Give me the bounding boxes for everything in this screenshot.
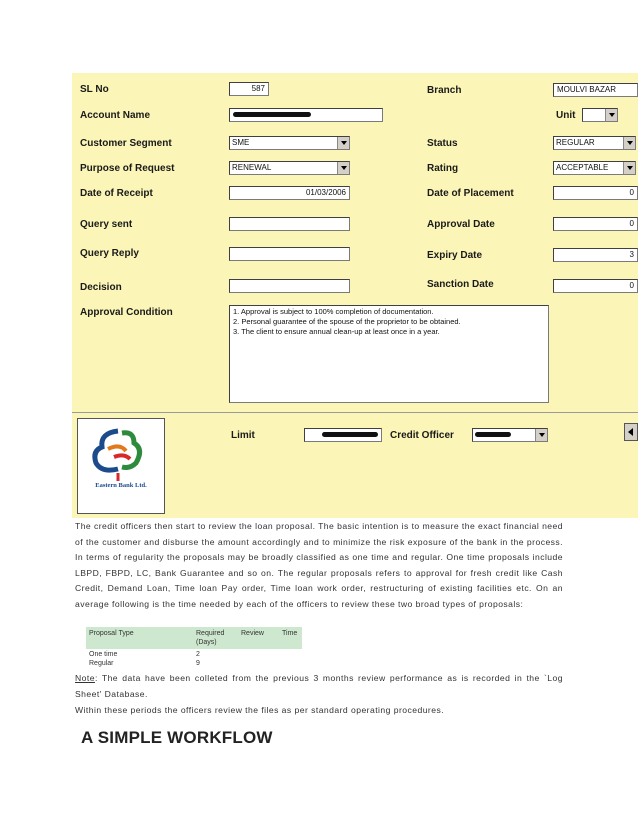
credit-officer-select[interactable] bbox=[472, 428, 548, 442]
section-heading: A SIMPLE WORKFLOW bbox=[81, 728, 273, 747]
chevron-down-icon[interactable] bbox=[623, 162, 635, 174]
decision-field[interactable] bbox=[229, 279, 350, 293]
purpose-select[interactable] bbox=[229, 161, 350, 175]
query-sent-field[interactable] bbox=[229, 217, 350, 231]
table-header-proposal-type: Proposal Type bbox=[89, 630, 134, 637]
note-text: : The data have been colleted from the previous 3 months review performance as is recorded in the `Log Sheet' Database. bbox=[75, 673, 563, 699]
expiry-date-label: Expiry Date bbox=[427, 250, 483, 261]
branch-field[interactable]: MOULVI BAZAR bbox=[553, 83, 638, 97]
table-cell-type: One time bbox=[89, 651, 118, 658]
sl-no-label: SL No bbox=[80, 84, 109, 95]
bank-logo-text: Eastern Bank Ltd. bbox=[95, 482, 147, 489]
chevron-down-icon[interactable] bbox=[623, 137, 635, 149]
redacted-credit-officer bbox=[475, 432, 511, 437]
eastern-bank-logo-icon bbox=[78, 423, 164, 485]
chevron-down-icon[interactable] bbox=[535, 429, 547, 441]
previous-record-button[interactable] bbox=[624, 423, 638, 441]
chevron-down-icon[interactable] bbox=[337, 162, 349, 174]
unit-select[interactable] bbox=[582, 108, 618, 122]
purpose-value: RENEWAL bbox=[232, 163, 272, 172]
limit-label: Limit bbox=[231, 430, 255, 441]
note-second-line: Within these periods the officers review the files as per standard operating procedures. bbox=[75, 705, 445, 715]
table-cell-type: Regular bbox=[89, 660, 114, 667]
query-reply-label: Query Reply bbox=[80, 248, 139, 259]
date-of-receipt-label: Date of Receipt bbox=[80, 188, 153, 199]
approval-date-label: Approval Date bbox=[427, 219, 495, 230]
customer-segment-value: SME bbox=[232, 138, 250, 147]
rating-label: Rating bbox=[427, 163, 459, 174]
date-of-placement-label: Date of Placement bbox=[427, 188, 514, 199]
query-reply-field[interactable] bbox=[229, 247, 350, 261]
account-name-field[interactable] bbox=[229, 108, 383, 122]
status-value: REGULAR bbox=[556, 138, 595, 147]
redacted-account-name bbox=[233, 112, 311, 117]
review-time-table bbox=[86, 627, 306, 667]
status-select[interactable] bbox=[553, 136, 636, 150]
credit-officer-label: Credit Officer bbox=[390, 430, 454, 441]
unit-label: Unit bbox=[556, 110, 576, 121]
customer-segment-label: Customer Segment bbox=[80, 138, 172, 149]
approval-condition-textarea[interactable] bbox=[229, 305, 549, 403]
condition-line: 1. Approval is subject to 100% completion of documentation. bbox=[233, 307, 434, 316]
body-paragraph: The credit officers then start to review the loan proposal. The basic intention is to measure the exact financial need of the customer and disburse the amount accordingly and to minimize the risk exposure of the bank in the process. In terms of regularity the proposals may be broadly classified as one time and regular. One time proposals include LBPD, FBPD, LC, Bank Guarantee and so on. The regular proposals refers to approval for fresh credit like Cash Credit, Demand Loan, Time loan Pay order, Time loan work order, restructuring of existing facilities etc. On an average following is the time needed by each of the officers to review these two broad types of proposals: bbox=[75, 521, 563, 609]
decision-label: Decision bbox=[80, 282, 122, 293]
chevron-down-icon[interactable] bbox=[605, 109, 617, 121]
rating-value: ACCEPTABLE bbox=[556, 163, 609, 172]
status-label: Status bbox=[427, 138, 458, 149]
query-sent-label: Query sent bbox=[80, 219, 133, 230]
table-header-days: (Days) bbox=[196, 639, 217, 646]
approval-condition-label: Approval Condition bbox=[80, 307, 173, 318]
sanction-date-label: Sanction Date bbox=[427, 279, 494, 290]
sl-no-field[interactable]: 587 bbox=[229, 82, 269, 96]
table-header-time: Time bbox=[282, 630, 298, 637]
bank-logo bbox=[77, 418, 165, 514]
table-cell-days: 2 bbox=[196, 651, 200, 658]
branch-label: Branch bbox=[427, 85, 462, 96]
chevron-down-icon[interactable] bbox=[337, 137, 349, 149]
redacted-limit bbox=[322, 432, 378, 437]
rating-select[interactable] bbox=[553, 161, 636, 175]
condition-line: 3. The client to ensure annual clean-up at least once in a year. bbox=[233, 327, 440, 336]
note-label: Note bbox=[75, 673, 95, 683]
customer-segment-select[interactable] bbox=[229, 136, 350, 150]
date-of-placement-field[interactable]: 0 bbox=[553, 186, 638, 200]
condition-line: 2. Personal guarantee of the spouse of the proprietor to be obtained. bbox=[233, 317, 461, 326]
approval-date-field[interactable]: 0 bbox=[553, 217, 638, 231]
account-name-label: Account Name bbox=[80, 110, 151, 121]
table-header-review: Review bbox=[241, 630, 264, 637]
table-cell-days: 9 bbox=[196, 660, 200, 667]
date-of-receipt-field[interactable]: 01/03/2006 bbox=[229, 186, 350, 200]
sanction-date-field[interactable]: 0 bbox=[553, 279, 638, 293]
table-header-required: Required bbox=[196, 630, 225, 637]
expiry-date-field[interactable]: 3 bbox=[553, 248, 638, 262]
purpose-label: Purpose of Request bbox=[80, 163, 175, 174]
limit-field[interactable] bbox=[304, 428, 382, 442]
note-paragraph bbox=[75, 671, 563, 702]
